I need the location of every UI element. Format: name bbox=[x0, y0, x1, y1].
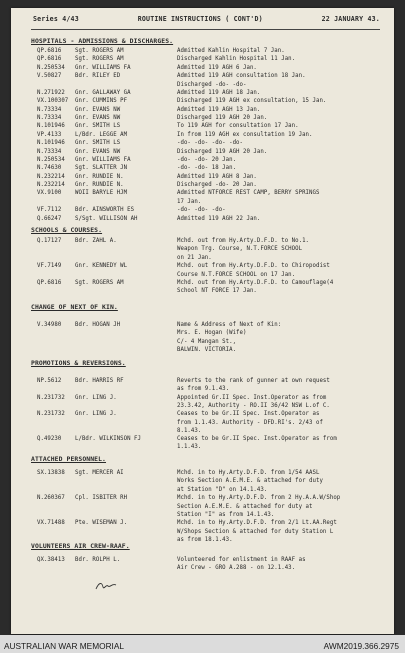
section-heading: SCHOOLS & COURSES. bbox=[31, 226, 103, 234]
entry-text: Mrs. E. Hogan (Wife) bbox=[177, 330, 247, 337]
entry-text: Appointed Gr.II Spec. Inst.Operator as from bbox=[177, 394, 327, 401]
rank-name: Gnr. LING J. bbox=[75, 394, 117, 401]
service-number: QX.38413 bbox=[37, 557, 65, 563]
entry-text: -do- -do- 20 Jan. bbox=[177, 156, 237, 163]
service-number: Q.17127 bbox=[37, 238, 62, 244]
service-number: SX.13838 bbox=[37, 470, 65, 476]
entry-text: Station "I" as from 14.1.43. bbox=[177, 511, 275, 518]
entry-text: Mchd. out from Hy.Arty.D.F.D. to Chiropodist bbox=[177, 263, 330, 270]
entry-text: Weapon Trg. Course, N.T.FORCE SCHOOL bbox=[177, 246, 303, 253]
entry-text: School NT FORCE 17 Jan. bbox=[177, 288, 257, 295]
archive-caption-bar bbox=[0, 635, 405, 653]
rank-name: Bdr. RILEY ED bbox=[75, 73, 121, 80]
service-number: V.34980 bbox=[37, 322, 62, 328]
service-number: VP.4133 bbox=[37, 131, 62, 138]
entry-text: Admitted 119 AGH 8 Jan. bbox=[177, 173, 257, 180]
entry-text: Ceases to be Gr.II Spec. Inst.Operator as from bbox=[177, 436, 337, 443]
service-number: QP.6816 bbox=[37, 280, 62, 286]
service-number: N.250534 bbox=[37, 156, 65, 163]
service-number: N.101946 bbox=[37, 140, 65, 147]
entry-row bbox=[11, 347, 394, 356]
entry-text: on 21 Jan. bbox=[177, 254, 212, 261]
entry-text: 1.1.43. bbox=[177, 444, 202, 451]
rank-name: Gnr. RUNDIE N. bbox=[75, 173, 124, 180]
rank-name: Bdr. HARRIS RF bbox=[75, 378, 124, 384]
entry-text: Admitted NTFORCE REST CAMP, BERRY SPRINGS bbox=[177, 190, 320, 197]
entry-text: C/- 4 Mangan St., bbox=[177, 338, 237, 345]
service-number: N.250534 bbox=[37, 64, 65, 71]
section-heading: VOLUNTEERS AIR CREW-RAAF. bbox=[31, 542, 130, 550]
entry-text: Air Crew - GRO A.288 - on 12.1.43. bbox=[177, 565, 296, 572]
entry-text: In from 119 AGH ex consultation 19 Jan. bbox=[177, 131, 313, 138]
document-date: 22 JANUARY 43. bbox=[321, 15, 380, 23]
document-page bbox=[11, 8, 394, 634]
entry-text: -do- -do- 18 Jan. bbox=[177, 165, 237, 172]
entry-text: To 119 AGH for consultation 17 Jan. bbox=[177, 123, 299, 130]
service-number: N.271922 bbox=[37, 89, 65, 96]
entry-text: Discharged Kahlin Hospital 11 Jan. bbox=[177, 56, 296, 63]
rank-name: Bdr. AINSWORTH ES bbox=[75, 207, 135, 214]
entry-text: Mchd. out from Hy.Arty.D.F.D. to No.1. bbox=[177, 238, 310, 244]
rank-name: Gnr. GALLAWAY GA bbox=[75, 89, 131, 96]
service-number: NP.5612 bbox=[37, 378, 62, 384]
handwritten-initials bbox=[95, 576, 117, 586]
section-heading: PROMOTIONS & REVERSIONS. bbox=[31, 359, 126, 367]
entry-text: Discharged 119 AGH 20 Jan. bbox=[177, 115, 268, 122]
rank-name: Sgt. ROGERS AM bbox=[75, 56, 124, 63]
entry-text: 23.3.42, Authority - RO.II 36/42 NSW L.of C. bbox=[177, 402, 330, 409]
rank-name: Sgt. SLATTER JN bbox=[75, 165, 128, 172]
rank-name: Cpl. ISBITER RH bbox=[75, 495, 128, 502]
rank-name: Gnr. RUNDIE N. bbox=[75, 182, 124, 189]
entry-row bbox=[11, 216, 394, 225]
service-number: VX.9100 bbox=[37, 190, 62, 197]
rank-name: Gnr. WILLIAMS FA bbox=[75, 64, 131, 71]
service-number: N.231732 bbox=[37, 394, 65, 401]
service-number: N.73334 bbox=[37, 106, 62, 113]
entry-text: Discharged 119 AGH 20 Jan. bbox=[177, 148, 268, 155]
service-number: N.232214 bbox=[37, 173, 65, 180]
rank-name: Gnr. SMITH LS bbox=[75, 140, 121, 147]
service-number: QP.6816 bbox=[37, 48, 62, 54]
service-number: N.73334 bbox=[37, 148, 62, 155]
entry-text: Admitted Kahlin Hospital 7 Jan. bbox=[177, 48, 285, 54]
entry-row bbox=[11, 444, 394, 453]
service-number: N.101946 bbox=[37, 123, 65, 130]
section-heading: HOSPITALS - ADMISSIONS & DISCHARGES. bbox=[31, 37, 174, 45]
section-heading: ATTACHED PERSONNEL. bbox=[31, 455, 107, 463]
entry-text: Admitted 119 AGH 22 Jan. bbox=[177, 215, 261, 222]
rank-name: WOII BARYLE HJM bbox=[75, 190, 128, 197]
entry-text: Volunteered for enlistment in RAAF as bbox=[177, 557, 306, 563]
rank-name: Gnr. EVANS NW bbox=[75, 148, 121, 155]
service-number: Q.49230 bbox=[37, 436, 62, 443]
rank-name: L/Bdr. WILKINSON FJ bbox=[75, 436, 142, 443]
entry-text: 8.1.43. bbox=[177, 427, 202, 434]
entry-text: -do- -do- -do- bbox=[177, 207, 226, 214]
rank-name: Gnr. WILLIAMS FA bbox=[75, 156, 131, 163]
entry-text: Reverts to the rank of gunner at own request bbox=[177, 378, 330, 384]
entry-text: W/Shops Section & attached for duty Station L bbox=[177, 528, 334, 535]
service-number: N.74630 bbox=[37, 165, 62, 172]
page-header bbox=[33, 15, 380, 27]
entry-text: as from 9.1.43. bbox=[177, 386, 230, 393]
service-number: QP.6816 bbox=[37, 56, 62, 63]
series-number: Series 4/43 bbox=[33, 15, 79, 23]
document-title: ROUTINE INSTRUCTIONS ( CONT'D) bbox=[137, 15, 263, 23]
service-number: Q.66247 bbox=[37, 215, 62, 222]
entry-text: from 1.1.43. Authority - DFD.RI's. 2/43 of bbox=[177, 419, 323, 426]
rank-name: Gnr. EVANS NW bbox=[75, 106, 121, 113]
entry-text: Ceases to be Gr.II Spec. Inst.Operator as bbox=[177, 411, 320, 418]
entry-text: Admitted 119 AGH 13 Jan. bbox=[177, 106, 261, 113]
entry-text: Mchd. out from Hy.Arty.D.F.D. to Camouflage(4 bbox=[177, 280, 334, 286]
header-rule bbox=[31, 29, 380, 30]
rank-name: Gnr. EVANS NW bbox=[75, 115, 121, 122]
entry-row bbox=[11, 288, 394, 297]
rank-name: Sgt. MERCER AI bbox=[75, 470, 124, 476]
entry-text: Works Section A.E.M.E. & attached for duty bbox=[177, 478, 323, 485]
entry-text: BALWIN. VICTORIA. bbox=[177, 347, 237, 354]
entry-text: 17 Jan. bbox=[177, 198, 202, 205]
entry-text: Mchd. in to Hy.Arty.D.F.D. from 2 Hy.A.A.W/Shop bbox=[177, 495, 341, 502]
rank-name: Pte. WISEMAN J. bbox=[75, 520, 128, 527]
rank-name: Gnr. LING J. bbox=[75, 411, 117, 418]
service-number: N.231732 bbox=[37, 411, 65, 418]
rank-name: Bdr. ROLPH L. bbox=[75, 557, 121, 563]
service-number: N.73334 bbox=[37, 115, 62, 122]
service-number: V.50827 bbox=[37, 73, 62, 80]
entry-text: -do- -do- -do- -do- bbox=[177, 140, 244, 147]
entry-text: Discharged -do- -do- bbox=[177, 81, 247, 88]
entry-text: at Station "D" on 14.1.43. bbox=[177, 486, 268, 493]
archive-reference: AWM2019.366.2975 bbox=[323, 641, 399, 651]
entry-text: Admitted 119 AGH consultation 18 Jan. bbox=[177, 73, 306, 80]
entry-text: as from 18.1.43. bbox=[177, 537, 233, 544]
entry-text: Admitted 119 AGH 18 Jan. bbox=[177, 89, 261, 96]
archive-name: AUSTRALIAN WAR MEMORIAL bbox=[4, 641, 125, 651]
rank-name: Bdr. ZAHL A. bbox=[75, 238, 117, 244]
entry-text: Admitted 119 AGH 6 Jan. bbox=[177, 64, 257, 71]
service-number: N.232214 bbox=[37, 182, 65, 189]
service-number: VX.100307 bbox=[37, 98, 69, 105]
section-heading: CHANGE OF NEXT OF KIN. bbox=[31, 303, 118, 311]
entry-text: Mchd. in to Hy.Arty.D.F.D. from 2/1 Lt.AA.Regt bbox=[177, 520, 337, 527]
service-number: N.260367 bbox=[37, 495, 65, 502]
service-number: VF.7149 bbox=[37, 263, 62, 270]
rank-name: Gnr. CUMMINS PF bbox=[75, 98, 128, 105]
entry-text: Section A.E.M.E. & attached for duty at bbox=[177, 503, 313, 510]
rank-name: Gnr. SMITH LS bbox=[75, 123, 121, 130]
rank-name: Bdr. HOGAN JH bbox=[75, 322, 121, 328]
entry-text: Discharged -do- 20 Jan. bbox=[177, 182, 257, 189]
service-number: VF.7112 bbox=[37, 207, 62, 214]
rank-name: S/Sgt. WILLISON AH bbox=[75, 215, 138, 222]
rank-name: Sgt. ROGERS AM bbox=[75, 48, 124, 54]
entry-text: Mchd. in to Hy.Arty.D.F.D. from 1/54 AASL bbox=[177, 470, 320, 476]
service-number: VX.71488 bbox=[37, 520, 65, 527]
entry-row bbox=[11, 565, 394, 574]
entry-text: Name & Address of Next of Kin: bbox=[177, 322, 282, 328]
rank-name: Sgt. ROGERS AM bbox=[75, 280, 124, 286]
rank-name: Gnr. KENNEDY WL bbox=[75, 263, 128, 270]
entry-text: Discharged 119 AGH ex consultation, 15 Jan. bbox=[177, 98, 327, 105]
rank-name: L/Bdr. LEGGE AM bbox=[75, 131, 128, 138]
entry-text: Course N.T.FORCE SCHOOL on 17 Jan. bbox=[177, 271, 296, 278]
